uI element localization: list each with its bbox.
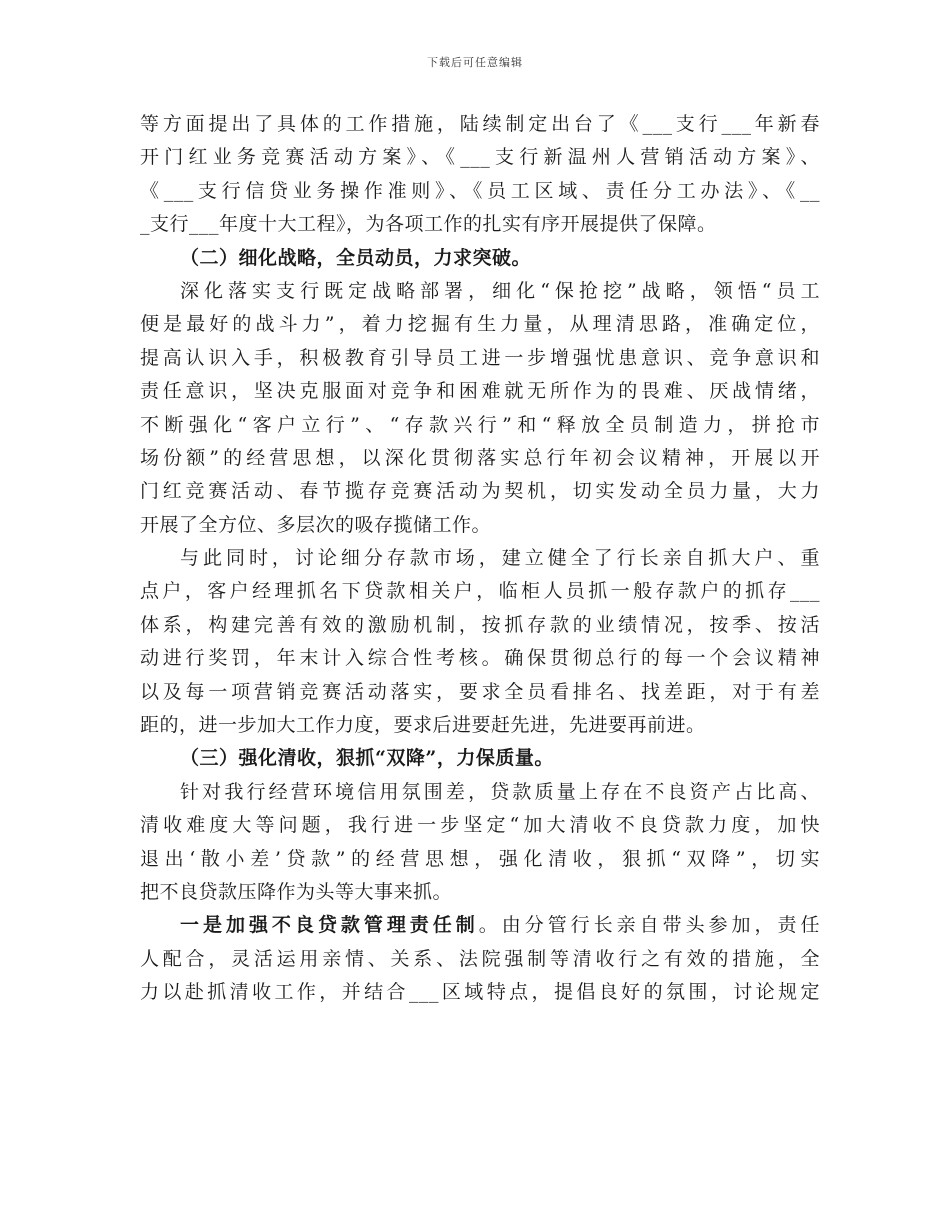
text-line-mixed [140,909,820,942]
bold-lead-phrase: 一是加强不良贷款管理责任制 [180,914,479,937]
text-line: _支行___年度十大工程》，为各项工作的扎实有序开展提供了保障。 [140,213,717,236]
text-line: 《___支行信贷业务操作准则》、《员工区域、责任分工办法》、《__ [140,179,820,202]
page-header: 下载后可任意编辑 [427,56,523,69]
text-line: 不断强化“客户立行”、“存款兴行”和“释放全员制造力，拼抢市 [140,413,820,436]
text-line: 门红竞赛活动、春节揽存竞赛活动为契机，切实发动全员力量，大力 [140,480,820,503]
text-line: 场份额”的经营思想，以深化贯彻落实总行年初会议精神，开展以开 [140,446,820,469]
text-line: 体系，构建完善有效的激励机制，按抓存款的业绩情况，按季、按活 [140,613,820,636]
text-line: 便是最好的战斗力”，着力挖掘有生力量，从理清思路，准确定位， [140,313,820,336]
text-line: 开门红业务竞赛活动方案》、《___支行新温州人营销活动方案》、 [140,146,820,169]
text-line: 退出‘散小差’贷款”的经营思想，强化清收，狠抓“双降”，切实 [140,847,820,870]
text-line: 以及每一项营销竞赛活动落实，要求全员看排名、找差距，对于有差 [140,680,820,703]
section-heading: （三）强化清收，狠抓“双降”，力保质量。 [180,747,554,770]
text-line: 点户，客户经理抓名下贷款相关户，临柜人员抓一般存款户的抓存___ [140,580,820,603]
text-line: 力以赴抓清收工作，并结合___区域特点，提倡良好的氛围，讨论规定 [140,981,820,1004]
text-line: 开展了全方位、多层次的吸存揽储工作。 [140,513,492,536]
text-line: 提高认识入手，积极教育引导员工进一步增强忧患意识、竞争意识和 [140,346,820,369]
text-line: 人配合，灵活运用亲情、关系、法院强制等清收行之有效的措施，全 [140,947,820,970]
text-run: 。由分管行长亲自带头参加，责任 [478,914,820,937]
document-body [140,108,820,1010]
section-heading: （二）细化战略，全员动员，力求突破。 [180,246,532,269]
text-line: 距的，进一步加大工作力度，要求后进要赶先进，先进要再前进。 [140,714,706,737]
text-line: 针对我行经营环境信用氛围差，贷款质量上存在不良资产占比高、 [180,780,820,803]
text-line: 把不良贷款压降作为头等大事来抓。 [140,880,453,903]
text-line: 等方面提出了具体的工作措施，陆续制定出台了《___支行___年新春 [140,113,820,135]
text-line: 责任意识，坚决克服面对竞争和困难就无所作为的畏难、厌战情绪， [140,380,820,403]
text-line: 与此同时，讨论细分存款市场，建立健全了行长亲自抓大户、重 [180,547,820,570]
text-line: 深化落实支行既定战略部署，细化“保抢挖”战略，领悟“员工 [180,279,820,302]
text-line: 清收难度大等问题，我行进一步坚定“加大清收不良贷款力度，加快 [140,814,820,837]
text-line: 动进行奖罚，年末计入综合性考核。确保贯彻总行的每一个会议精神 [140,647,820,670]
